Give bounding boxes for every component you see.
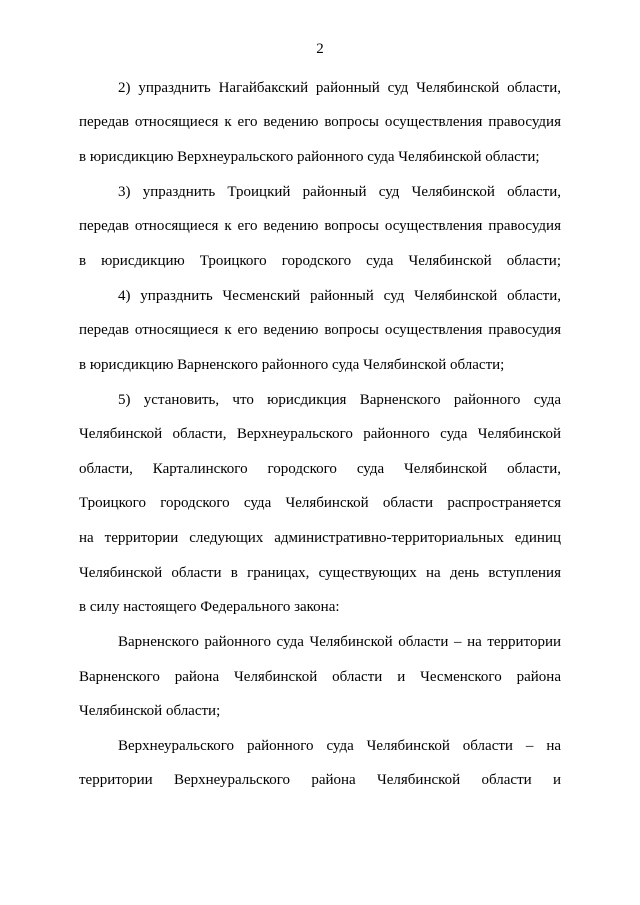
text-line: области, Карталинского городского суда Челябинской области,: [79, 461, 561, 477]
text-line: в юрисдикцию Верхнеуральского районного суда Челябинской области;: [79, 149, 540, 165]
text-line: территории Верхнеуральского района Челябинской области и: [79, 772, 561, 788]
text-line: передав относящиеся к его ведению вопросы осуществления правосудия: [79, 114, 561, 130]
text-line: Челябинской области, Верхнеуральского районного суда Челябинской: [79, 426, 561, 442]
text-line: в юрисдикцию Троицкого городского суда Челябинской области;: [79, 253, 561, 269]
text-line: 5) установить, что юрисдикция Варненского районного суда: [118, 392, 561, 408]
text-line: Варненского районного суда Челябинской области – на территории: [118, 634, 561, 650]
text-line: 4) упразднить Чесменский районный суд Челябинской области,: [118, 288, 561, 304]
text-line: Троицкого городского суда Челябинской области распространяется: [79, 495, 561, 511]
text-line: на территории следующих административно-территориальных единиц: [79, 530, 561, 546]
text-line: Челябинской области;: [79, 703, 221, 719]
text-line: передав относящиеся к его ведению вопросы осуществления правосудия: [79, 322, 561, 338]
text-line: передав относящиеся к его ведению вопросы осуществления правосудия: [79, 218, 561, 234]
text-line: 2) упразднить Нагайбакский районный суд Челябинской области,: [118, 80, 561, 96]
text-line: в силу настоящего Федерального закона:: [79, 599, 340, 615]
text-line: Челябинской области в границах, существующих на день вступления: [79, 565, 561, 581]
text-line: Варненского района Челябинской области и Чесменского района: [79, 669, 561, 685]
text-line: в юрисдикцию Варненского районного суда Челябинской области;: [79, 357, 505, 373]
page-number: 2: [316, 41, 324, 57]
text-line: Верхнеуральского районного суда Челябинской области – на: [118, 738, 561, 754]
text-line: 3) упразднить Троицкий районный суд Челябинской области,: [118, 184, 561, 200]
